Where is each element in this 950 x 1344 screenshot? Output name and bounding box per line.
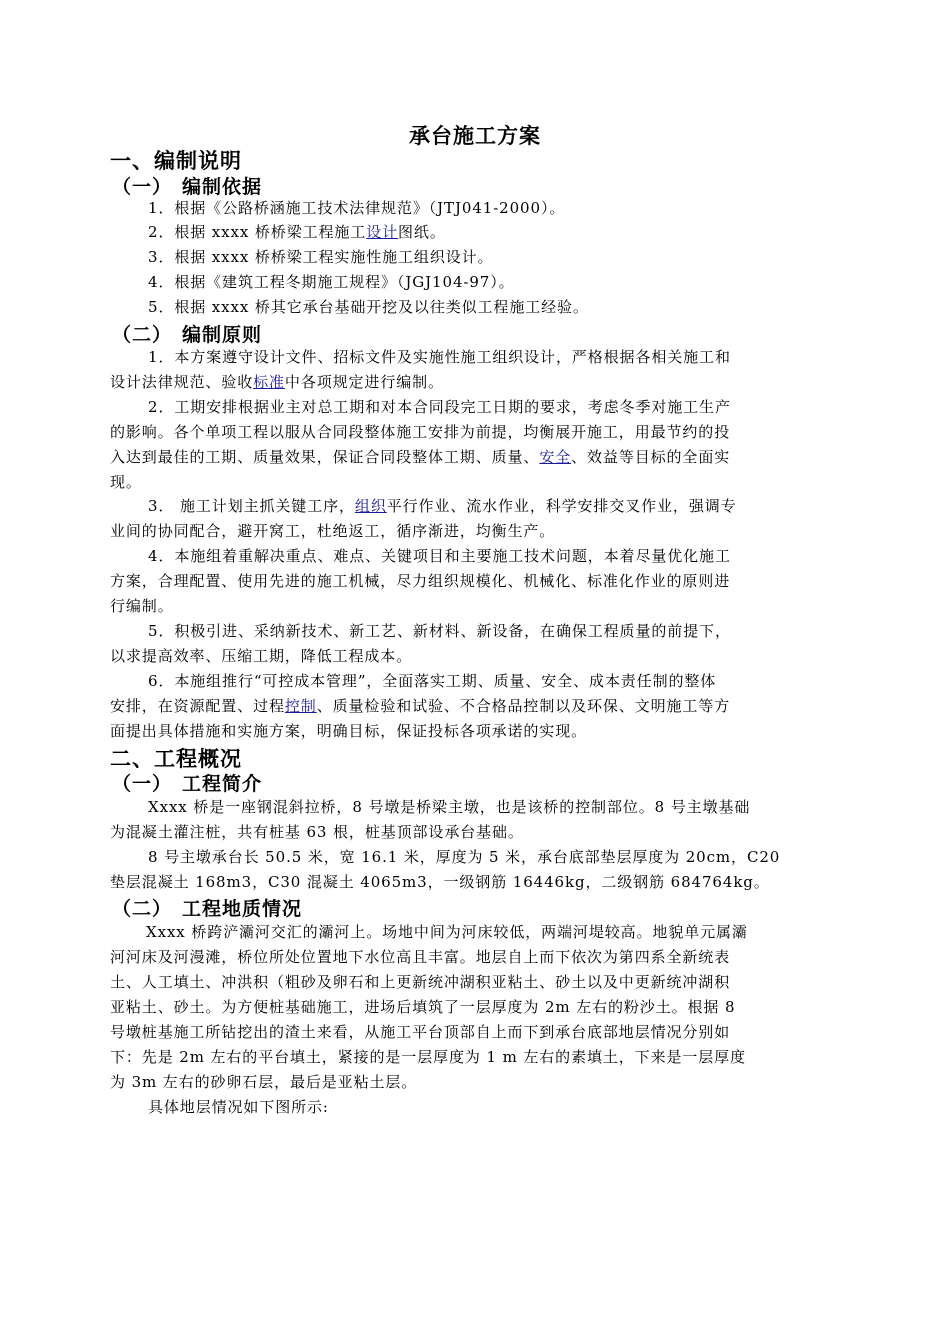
section-2-heading: 二、工程概况 [110,747,242,771]
paragraph-line: 2．工期安排根据业主对总工期和对本合同段完工日期的要求，考虑冬季对施工生产 [148,398,731,416]
paragraph-line: Xxxx 桥是一座钢混斜拉桥，8 号墩是桥梁主墩，也是该桥的控制部位。8 号主墩基础 [148,798,751,816]
section-number: （一） [112,773,173,795]
paragraph-line [110,370,858,395]
paragraph-line: 具体地层情况如下图所示: [148,1098,329,1116]
text-span: 图纸。 [398,223,446,241]
paragraph-line: 4．本施组着重解决重点、难点、关键项目和主要施工技术问题，本着尽量优化施工 [148,547,731,565]
organization-link[interactable]: 组织 [354,497,387,515]
paragraph-line: 行编制。 [110,597,174,615]
section-2-1-heading [112,769,262,796]
text-span: 2．根据 xxxx 桥桥梁工程施工 [148,223,367,241]
page-title: 承台施工方案 [409,124,541,148]
basis-item [148,220,858,245]
text-span: 入达到最佳的工期、质量效果，保证合同段整体工期、质量、 [110,448,540,466]
basis-item: 3．根据 xxxx 桥桥梁工程实施性施工组织设计。 [148,248,494,266]
paragraph-line: 以求提高效率、压缩工期，降低工程成本。 [110,647,413,665]
paragraph-line: 的影响。各个单项工程以服从合同段整体施工安排为前提，均衡展开施工，用最节约的投 [110,423,731,441]
section-number: （二） [112,898,173,920]
basis-item: 5．根据 xxxx 桥其它承台基础开挖及以往类似工程施工经验。 [148,298,589,316]
text-span: 、质量检验和试验、不合格品控制以及环保、文明施工等方 [316,697,731,715]
text-span: 安排，在资源配置、过程 [110,697,285,715]
paragraph-line: 5．积极引进、采纳新技术、新工艺、新材料、新设备，在确保工程质量的前提下， [148,622,731,640]
paragraph-line: 业间的协同配合，避开窝工，杜绝返工，循序渐进，均衡生产。 [110,522,556,540]
paragraph-line: 号墩桩基施工所钻挖出的渣土来看，从施工平台顶部自上而下到承台底部地层情况分别如 [110,1023,731,1041]
design-link[interactable]: 设计 [366,223,399,241]
section-title: 编制原则 [182,324,263,346]
text-span: 、效益等目标的全面实 [571,448,731,466]
text-span: 平行作业、流水作业，科学安排交叉作业，强调专 [386,497,737,515]
paragraph-line [110,694,858,719]
text-span: Xxxx 桥跨浐灞河交汇的灞河上。场地中间为河床较低，两端河堤较高。地貌单元属灞 [146,923,748,941]
text-span: 中各项规定进行编制。 [284,373,444,391]
paragraph-line: 垫层混凝土 168m3，C30 混凝土 4065m3，一级钢筋 16446kg，二级钢筋 684764kg。 [110,873,770,891]
section-title: 工程地质情况 [182,898,303,920]
paragraph-line: 土、人工填土、冲洪积（粗砂及卵石和上更新统冲湖积亚粘土、砂土以及中更新统冲湖积 [110,973,731,991]
text-span: 3． 施工计划主抓关键工序， [148,497,355,515]
paragraph-line [148,494,858,519]
basis-item: 4．根据《建筑工程冬期施工规程》（JGJ104-97）。 [148,273,515,291]
safety-link[interactable]: 安全 [539,448,572,466]
paragraph-line: 为混凝土灌注桩，共有桩基 63 根，桩基顶部设承台基础。 [110,823,524,841]
section-1-2-heading [112,320,262,347]
paragraph-line: 为 3m 左右的砂卵石层，最后是亚粘土层。 [110,1073,418,1091]
section-1-heading: 一、编制说明 [110,149,242,173]
section-2-2-heading [112,894,302,921]
paragraph-line: 6．本施组推行“可控成本管理”，全面落实工期、质量、安全、成本责任制的整体 [148,672,717,690]
paragraph-line: 面提出具体措施和实施方案，明确目标，保证投标各项承诺的实现。 [110,722,588,740]
control-link[interactable]: 控制 [284,697,317,715]
section-number: （二） [112,324,173,346]
section-title: 编制依据 [182,176,263,198]
paragraph-line: 亚粘土、砂土。为方便桩基础施工，进场后填筑了一层厚度为 2m 左右的粉沙土。根据 8 [110,998,736,1016]
paragraph-line: 现。 [110,473,142,491]
paragraph-line: 方案，合理配置、使用先进的施工机械，尽力组织规模化、机械化、标准化作业的原则进 [110,572,731,590]
paragraph-line: 8 号主墩承台长 50.5 米，宽 16.1 米，厚度为 5 米，承台底部垫层厚度为 20cm，C20 [148,848,781,866]
paragraph-line [110,920,858,945]
basis-item: 1．根据《公路桥涵施工技术法律规范》（JTJ041-2000）。 [148,199,566,217]
section-number: （一） [112,176,173,198]
text-span: 设计法律规范、验收 [110,373,254,391]
paragraph-line: 下：先是 2m 左右的平台填土，紧接的是一层厚度为 1 m 左右的素填土，下来是一层厚度 [110,1048,746,1066]
standard-link[interactable]: 标准 [253,373,285,391]
paragraph-line: 1．本方案遵守设计文件、招标文件及实施性施工组织设计，严格根据各相关施工和 [148,348,731,366]
paragraph-line [110,445,858,470]
section-1-1-heading [112,172,262,199]
section-title: 工程简介 [182,773,263,795]
paragraph-line: 河河床及河漫滩，桥位所处位置地下水位高且丰富。地层自上而下依次为第四系全新统表 [110,948,731,966]
